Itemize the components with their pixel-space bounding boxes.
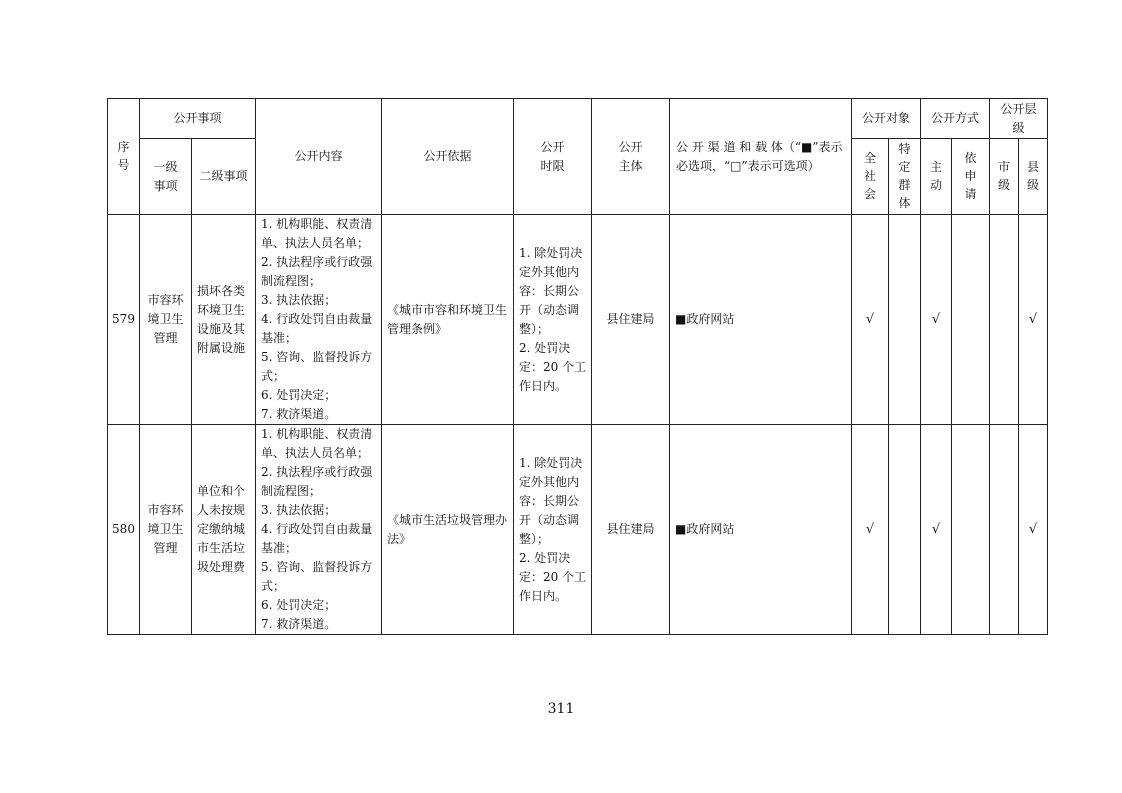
row-content	[256, 215, 382, 425]
header-level	[990, 99, 1048, 139]
header-audience-specific-label: 特定群体	[898, 142, 911, 210]
time-limit-line: 定：20 个工	[519, 569, 587, 584]
row-channel: ■政府网站	[670, 215, 852, 425]
header-audience-specific	[889, 139, 921, 215]
row-level1-text: 市容环境卫生管理	[147, 503, 184, 555]
time-limit-line: 定外其他内	[519, 264, 580, 279]
row-mode-active: √	[921, 215, 952, 425]
row-subject: 县住建局	[592, 425, 670, 635]
content-line: 2. 执法程序或行政强	[261, 465, 373, 479]
row-level1	[140, 215, 192, 425]
header-level-city-label: 市级	[998, 160, 1011, 192]
row-time-limit	[514, 425, 592, 635]
content-line: 3. 执法依据；	[261, 293, 337, 307]
header-mode-active-label: 主动	[930, 160, 943, 192]
header-content: 公开内容	[256, 99, 382, 215]
header-level-label: 公开层级	[1000, 101, 1037, 135]
header-level2: 二级事项	[192, 139, 256, 215]
time-limit-line: 1. 除处罚决	[519, 455, 583, 470]
header-mode: 公开方式	[921, 99, 990, 139]
row-level-county: √	[1019, 425, 1048, 635]
header-subject-label: 公开主体	[618, 139, 643, 173]
row-time-limit	[514, 215, 592, 425]
row-mode-request	[952, 425, 990, 635]
header-time-limit	[514, 99, 592, 215]
content-line: 单、执法人员名单；	[261, 236, 370, 250]
header-audience: 公开对象	[852, 99, 921, 139]
time-limit-line: 定：20 个工	[519, 359, 587, 374]
row-mode-active: √	[921, 425, 952, 635]
row-audience-all: √	[852, 215, 889, 425]
row-content	[256, 425, 382, 635]
header-level1	[140, 139, 192, 215]
header-time-limit-label: 公开时限	[540, 139, 565, 173]
time-limit-line: 1. 除处罚决	[519, 245, 583, 260]
content-line: 6. 处罚决定；	[261, 598, 337, 612]
row-level-city	[990, 425, 1019, 635]
content-line: 4. 行政处罚自由裁量	[261, 522, 373, 536]
header-audience-all	[852, 139, 889, 215]
table-row	[108, 425, 1048, 635]
content-line: 1. 机构职能、权责清	[261, 217, 373, 231]
time-limit-line: 开（动态调	[519, 302, 580, 317]
content-line: 式；	[261, 579, 286, 593]
content-line: 3. 执法依据；	[261, 503, 337, 517]
content-line: 5. 咨询、监督投诉方	[261, 560, 373, 574]
time-limit-line: 容：长期公	[519, 283, 580, 298]
header-mode-request-label: 依申请	[964, 151, 977, 201]
header-seq	[108, 99, 140, 215]
row-level1-text: 市容环境卫生管理	[147, 293, 184, 345]
row-channel: ■政府网站	[670, 425, 852, 635]
time-limit-line: 定外其他内	[519, 474, 580, 489]
time-limit-line: 开（动态调	[519, 512, 580, 527]
content-line: 制流程图；	[261, 484, 322, 498]
row-mode-request	[952, 215, 990, 425]
content-line: 7. 救济渠道。	[261, 407, 337, 421]
content-line: 1. 机构职能、权责清	[261, 427, 373, 441]
content-line: 5. 咨询、监督投诉方	[261, 350, 373, 364]
time-limit-line: 容：长期公	[519, 493, 580, 508]
header-mode-request	[952, 139, 990, 215]
time-limit-line: 2. 处罚决	[519, 340, 571, 355]
time-limit-line: 整）；	[519, 321, 550, 336]
row-level1	[140, 425, 192, 635]
header-subject	[592, 99, 670, 215]
content-line: 基准；	[261, 331, 298, 345]
content-line: 制流程图；	[261, 274, 322, 288]
row-seq: 580	[108, 425, 140, 635]
table-row	[108, 215, 1048, 425]
row-level2: 单位和个人未按规定缴纳城市生活垃圾处理费	[192, 425, 256, 635]
content-line: 6. 处罚决定；	[261, 388, 337, 402]
content-line: 4. 行政处罚自由裁量	[261, 312, 373, 326]
content-line: 式；	[261, 369, 286, 383]
header-matter-group: 公开事项	[140, 99, 256, 139]
content-line: 基准；	[261, 541, 298, 555]
row-level2: 损坏各类环境卫生设施及其附属设施	[192, 215, 256, 425]
content-line: 7. 救济渠道。	[261, 617, 337, 631]
row-seq: 579	[108, 215, 140, 425]
row-audience-specific	[889, 425, 921, 635]
content-line: 单、执法人员名单；	[261, 446, 370, 460]
row-level-county: √	[1019, 215, 1048, 425]
row-subject: 县住建局	[592, 215, 670, 425]
disclosure-table	[107, 98, 1048, 635]
row-basis: 《城市生活垃圾管理办法》	[382, 425, 514, 635]
header-level1-label: 一级事项	[153, 159, 178, 193]
time-limit-line: 作日内。	[519, 378, 568, 393]
header-level-county-label: 县级	[1027, 160, 1040, 192]
header-level-county	[1019, 139, 1048, 215]
time-limit-line: 2. 处罚决	[519, 550, 571, 565]
content-line: 2. 执法程序或行政强	[261, 255, 373, 269]
header-channel: 公 开 渠 道 和 载 体（“■”表示必选项，“□”表示可选项）	[670, 99, 852, 215]
row-audience-specific	[889, 215, 921, 425]
header-mode-active	[921, 139, 952, 215]
row-basis: 《城市市容和环境卫生管理条例》	[382, 215, 514, 425]
page-number: 311	[547, 701, 575, 717]
header-basis: 公开依据	[382, 99, 514, 215]
time-limit-line: 整）；	[519, 531, 550, 546]
time-limit-line: 作日内。	[519, 588, 568, 603]
header-audience-all-label: 全社会	[864, 151, 877, 201]
header-level-city	[990, 139, 1019, 215]
header-seq-label: 序号	[117, 140, 130, 172]
row-level-city	[990, 215, 1019, 425]
row-audience-all: √	[852, 425, 889, 635]
